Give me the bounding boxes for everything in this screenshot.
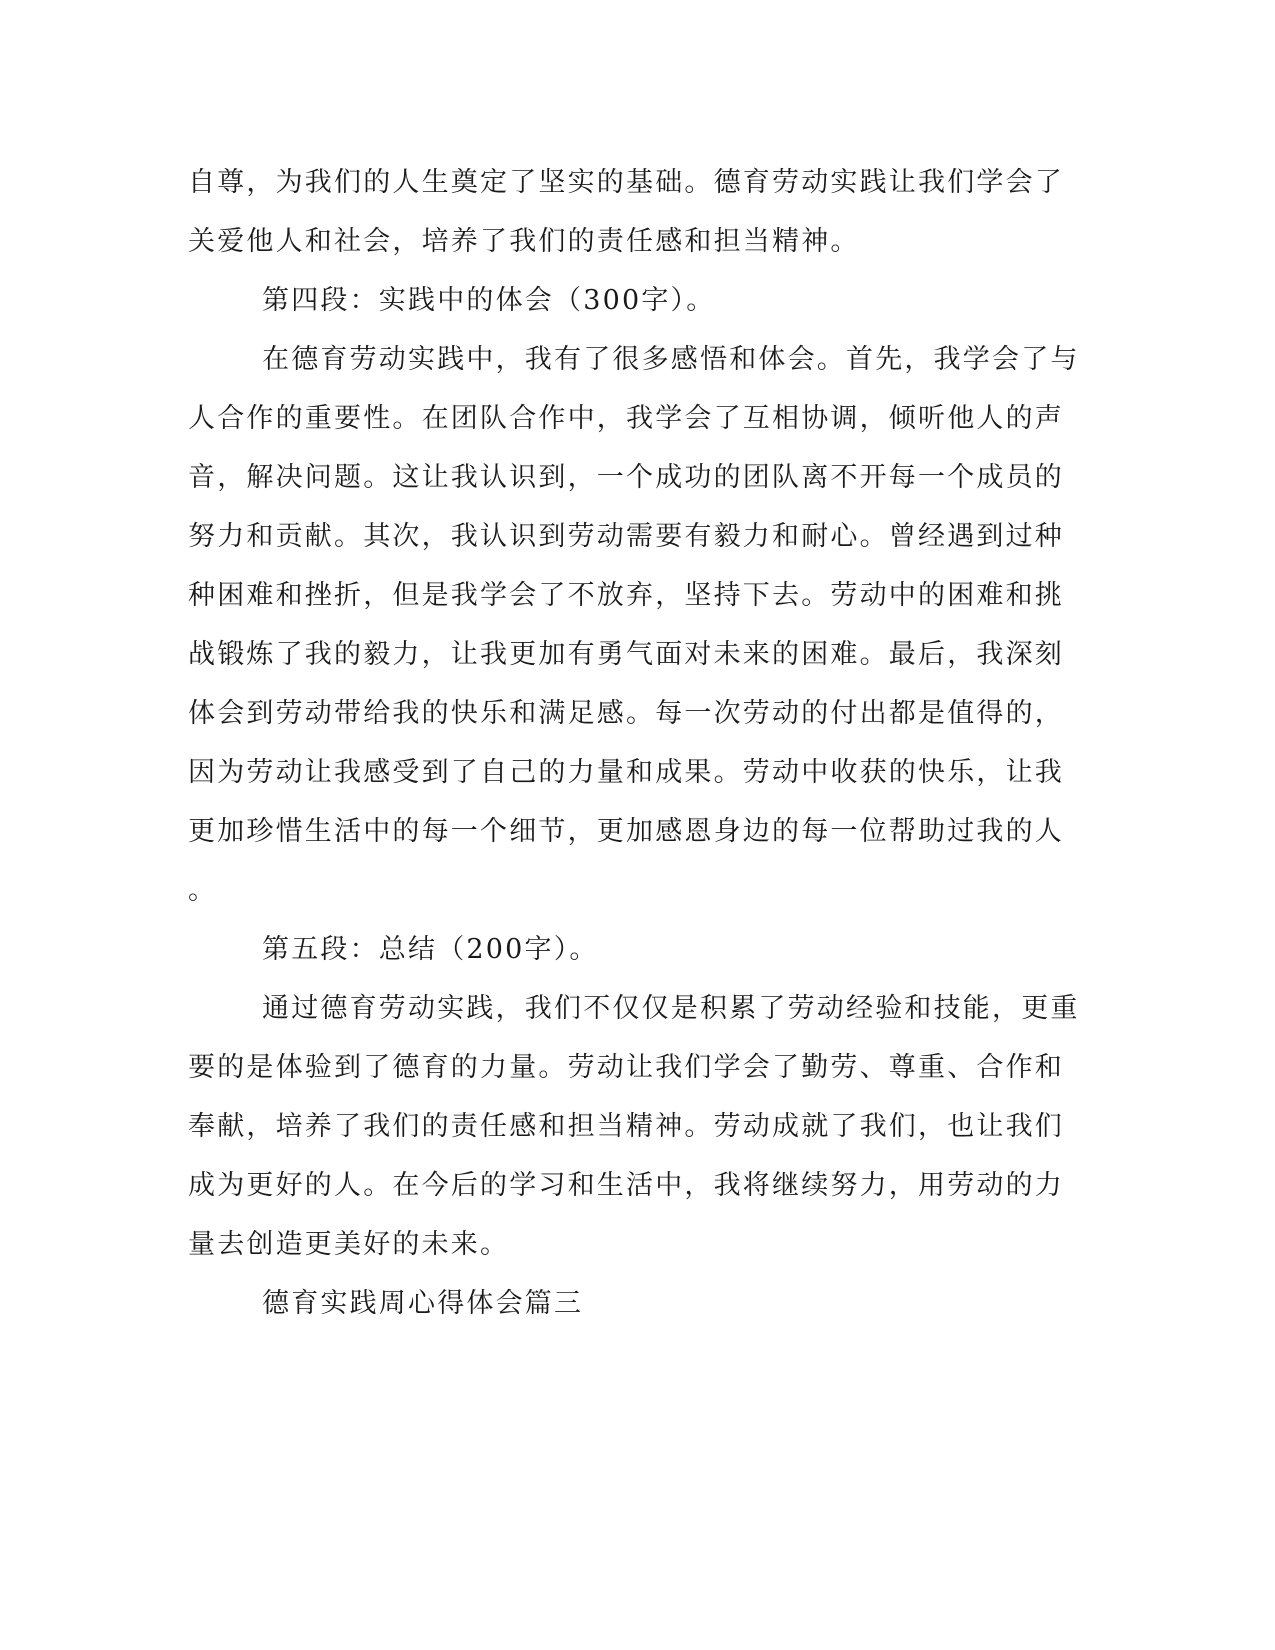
- section-heading-4: 第四段：实践中的体会（300字）。: [262, 285, 716, 316]
- paragraph-line: 量去创造更美好的未来。: [188, 1229, 510, 1260]
- paragraph-line: 因为劳动让我感受到了自己的力量和成果。劳动中收获的快乐，让我: [188, 757, 1064, 788]
- paragraph-line: 在德育劳动实践中，我有了很多感悟和体会。首先，我学会了与: [262, 344, 1080, 375]
- paragraph-line: 努力和贡献。其次，我认识到劳动需要有毅力和耐心。曾经遇到过种: [188, 521, 1064, 552]
- paragraph-line: 战锻炼了我的毅力，让我更加有勇气面对未来的困难。最后，我深刻: [188, 639, 1064, 670]
- section-heading-5: 第五段：总结（200字）。: [262, 934, 599, 965]
- paragraph-line: 更加珍惜生活中的每一个细节，更加感恩身边的每一位帮助过我的人: [188, 816, 1064, 847]
- paragraph-line: 音，解决问题。这让我认识到，一个成功的团队离不开每一个成员的: [188, 462, 1064, 493]
- paragraph-line: 成为更好的人。在今后的学习和生活中，我将继续努力，用劳动的力: [188, 1170, 1064, 1201]
- paragraph-line: 奉献，培养了我们的责任感和担当精神。劳动成就了我们，也让我们: [188, 1111, 1064, 1142]
- paragraph-line: 关爱他人和社会，培养了我们的责任感和担当精神。: [188, 226, 860, 257]
- article-title: 德育实践周心得体会篇三: [262, 1288, 584, 1319]
- paragraph-line: 自尊，为我们的人生奠定了坚实的基础。德育劳动实践让我们学会了: [188, 167, 1064, 198]
- paragraph-line: 。: [188, 875, 218, 906]
- paragraph-line: 体会到劳动带给我的快乐和满足感。每一次劳动的付出都是值得的，: [188, 698, 1064, 729]
- paragraph-line: 人合作的重要性。在团队合作中，我学会了互相协调，倾听他人的声: [188, 403, 1064, 434]
- paragraph-line: 通过德育劳动实践，我们不仅仅是积累了劳动经验和技能，更重: [262, 993, 1080, 1024]
- paragraph-line: 种困难和挫折，但是我学会了不放弃，坚持下去。劳动中的困难和挑: [188, 580, 1064, 611]
- paragraph-line: 要的是体验到了德育的力量。劳动让我们学会了勤劳、尊重、合作和: [188, 1052, 1064, 1083]
